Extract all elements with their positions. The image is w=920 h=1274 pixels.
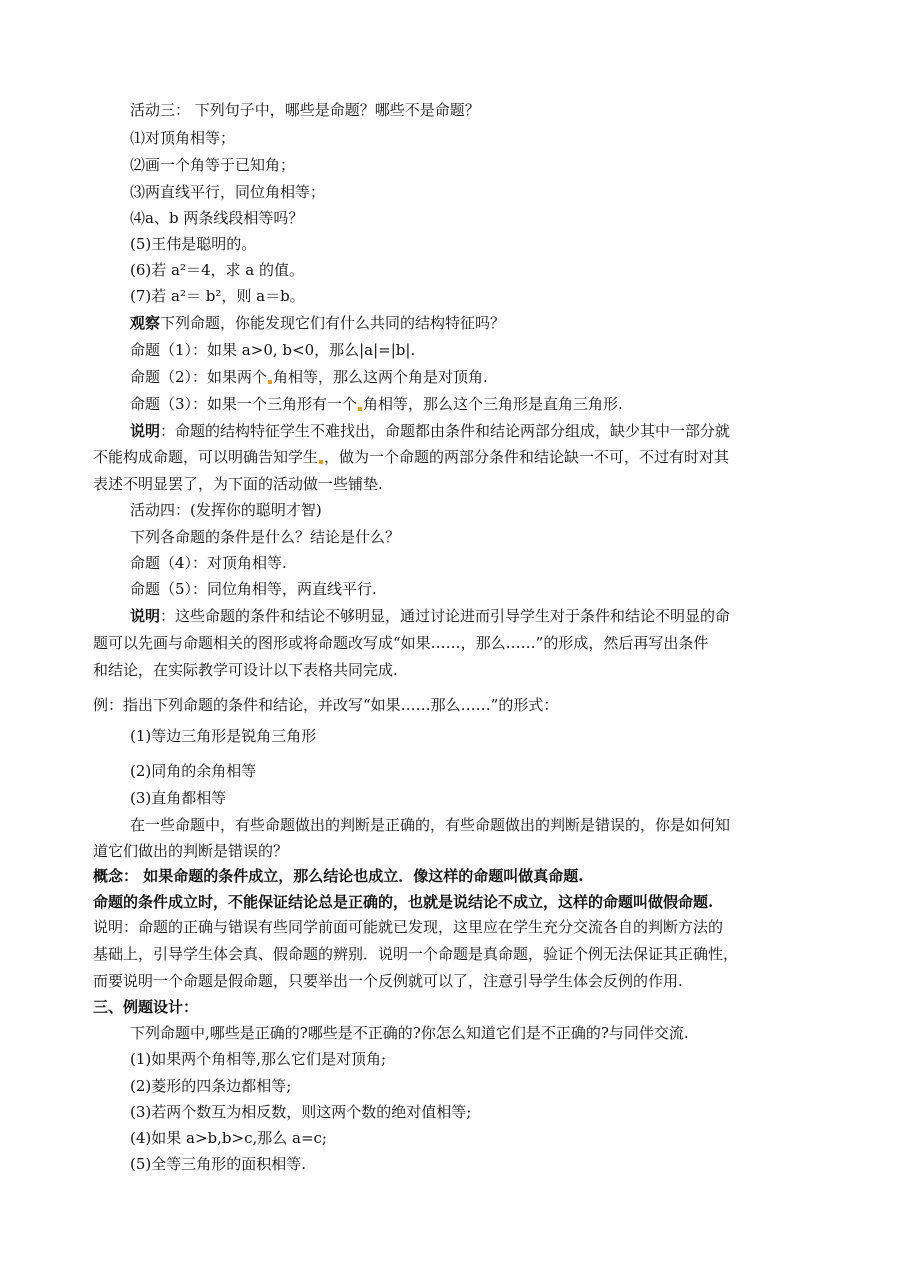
marker-dot-icon: [268, 380, 272, 384]
list-item: (5)全等三角形的面积相等.: [130, 1155, 307, 1173]
activity4-title: 活动四：(发挥你的聪明才智): [130, 501, 322, 519]
list-item: (3)直角都相等: [130, 789, 227, 807]
observe-paragraph: [130, 313, 505, 335]
list-item: ⑴对顶角相等；: [130, 129, 236, 147]
note3-line1: 说明：命题的正确与错误有些同学前面可能就已发现，这里应在学生充分交流各自的判断方法的: [93, 918, 724, 936]
proposition-4: 命题（4）：对顶角相等.: [130, 554, 287, 572]
activity4-question: 下列各命题的条件是什么？结论是什么？: [130, 528, 401, 546]
section3-title: 三、例题设计：: [93, 998, 199, 1016]
section3-question: 下列命题中,哪些是正确的?哪些是不正确的?你怎么知道它们是不正确的?与同伴交流.: [130, 1024, 689, 1042]
activity3-title: 活动三： 下列句子中，哪些是命题？哪些不是命题？: [130, 101, 480, 119]
concept-true: 概念： 如果命题的条件成立，那么结论也成立．像这样的命题叫做真命题.: [93, 867, 584, 885]
list-item: (5)王伟是聪明的。: [130, 235, 257, 253]
list-item: (6)若 a²＝4，求 a 的值。: [130, 261, 304, 279]
list-item: (7)若 a²＝ b²，则 a＝b。: [130, 287, 305, 305]
example-title: 例：指出下列命题的条件和结论，并改写“如果……那么……”的形式：: [93, 696, 559, 714]
note1-line3: 表述不明显罢了，为下面的活动做一些铺垫.: [93, 475, 383, 493]
list-item: (1)如果两个角相等,那么它们是对顶角;: [130, 1050, 387, 1068]
note2-line3: 和结论，在实际教学可设计以下表格共同完成.: [93, 661, 398, 679]
proposition-5: 命题（5）：同位角相等，两直线平行.: [130, 580, 377, 598]
note2-line1: [130, 606, 730, 628]
observe-label: 观察: [130, 314, 161, 332]
note2-line2: 题可以先画与命题相关的图形或将命题改写成“如果……，那么……”的形成，然后再写出条件: [93, 634, 709, 652]
proposition-3: [130, 394, 623, 416]
marker-dot-icon: [319, 460, 323, 464]
list-item: ⑶两直线平行，同位角相等；: [130, 183, 326, 201]
judge-line2: 道它们做出的判断是错误的？: [93, 842, 289, 860]
observe-text: 下列命题，你能发现它们有什么共同的结构特征吗？: [160, 314, 506, 332]
note1-text: ：命题的结构特征学生不难找出，命题都由条件和结论两部分组成，缺少其中一部分就: [160, 422, 731, 440]
proposition-2: [130, 367, 488, 389]
list-item: (3)若两个数互为相反数，则这两个数的绝对值相等;: [130, 1103, 472, 1121]
concept-false: 命题的条件成立时，不能保证结论总是正确的，也就是说结论不成立，这样的命题叫做假命题.: [93, 893, 714, 911]
list-item: (2)同角的余角相等: [130, 762, 257, 780]
note1-label: 说明: [130, 422, 161, 440]
list-item: (1)等边三角形是锐角三角形: [130, 727, 317, 745]
note2-label: 说明: [130, 607, 161, 625]
list-item: ⑵画一个角等于已知角；: [130, 156, 296, 174]
note1-line1: [130, 421, 730, 443]
proposition-1: 命题（1）：如果 a>0, b<0，那么|a|=|b|.: [130, 341, 416, 359]
note1-line2: [93, 447, 729, 469]
note3-line3: 而要说明一个命题是假命题，只要举出一个反例就可以了，注意引导学生体会反例的作用.: [93, 972, 683, 990]
proposition-3-part1: 命题（3）：如果一个三角形有一个: [130, 395, 358, 413]
note2-text: ：这些命题的条件和结论不够明显，通过讨论进而引导学生对于条件和结论不明显的命: [160, 607, 731, 625]
note1-text: 不能构成命题，可以明确告知学生: [93, 448, 319, 466]
proposition-3-part2: 角相等，那么这个三角形是直角三角形.: [363, 395, 623, 413]
note1-text: ，做为一个命题的两部分条件和结论缺一不可，不过有时对其: [324, 448, 730, 466]
proposition-2-part2: 角相等，那么这两个角是对顶角.: [273, 368, 488, 386]
list-item: (2)菱形的四条边都相等;: [130, 1077, 292, 1095]
proposition-2-part1: 命题（2）：如果两个: [130, 368, 268, 386]
note3-line2: 基础上，引导学生体会真、假命题的辨别．说明一个命题是真命题，验证个例无法保证其正确性，: [93, 945, 739, 963]
marker-dot-icon: [358, 407, 362, 411]
judge-line1: 在一些命题中，有些命题做出的判断是正确的，有些命题做出的判断是错误的，你是如何知: [130, 816, 731, 834]
list-item: ⑷a、b 两条线段相等吗？: [130, 209, 304, 227]
list-item: (4)如果 a>b,b>c,那么 a=c;: [130, 1129, 327, 1147]
